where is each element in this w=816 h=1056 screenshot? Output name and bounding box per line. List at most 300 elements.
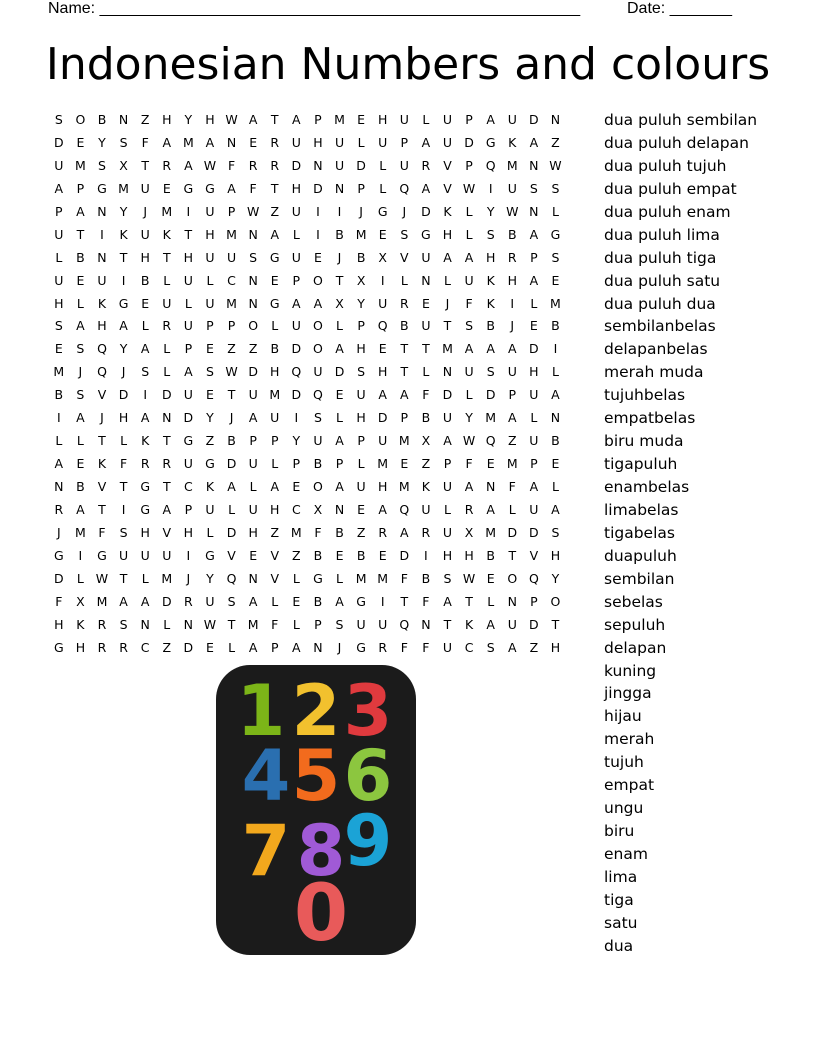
grid-letter: M	[226, 226, 237, 242]
grid-letter: A	[292, 112, 301, 127]
grid-letter: M	[96, 593, 108, 609]
grid-letter: D	[529, 616, 539, 632]
grid-letter: K	[464, 616, 474, 632]
grid-letter: E	[292, 479, 301, 494]
grid-letter: I	[121, 272, 126, 288]
grid-letter: Z	[205, 433, 215, 449]
grid-letter: L	[551, 364, 559, 380]
grid-letter: U	[529, 433, 539, 449]
grid-letter: Z	[507, 433, 517, 449]
grid-letter: B	[551, 318, 560, 334]
word-list-item: dua puluh empat	[604, 179, 737, 198]
grid-letter: A	[378, 501, 387, 517]
grid-letter: H	[378, 479, 388, 494]
grid-letter: A	[270, 226, 280, 242]
grid-letter: O	[507, 570, 518, 586]
grid-letter: T	[270, 180, 279, 196]
grid-letter: J	[143, 203, 148, 219]
grid-letter: M	[377, 456, 389, 472]
grid-letter: B	[507, 226, 517, 242]
grid-letter: U	[442, 134, 453, 150]
grid-letter: Q	[399, 501, 410, 517]
grid-letter: X	[356, 272, 366, 288]
grid-letter: U	[226, 249, 237, 265]
name-field-line: Name: ______________________________________________________	[48, 0, 581, 17]
grid-letter: T	[141, 157, 149, 173]
grid-letter: R	[464, 501, 474, 517]
grid-letter: U	[183, 387, 193, 403]
grid-letter: P	[530, 456, 538, 472]
grid-letter: T	[98, 433, 106, 449]
grid-letter: D	[507, 524, 518, 540]
grid-letter: E	[421, 295, 430, 311]
grid-letter: S	[205, 364, 214, 380]
grid-letter: E	[551, 272, 560, 288]
grid-letter: T	[162, 249, 171, 265]
grid-letter: Q	[291, 364, 302, 380]
grid-letter: I	[510, 295, 515, 311]
grid-letter: G	[269, 295, 280, 311]
grid-letter: L	[530, 410, 538, 426]
grid-letter: D	[53, 134, 64, 150]
grid-letter: R	[248, 157, 258, 173]
grid-letter: I	[424, 547, 428, 563]
grid-letter: T	[184, 226, 193, 242]
word-list-item: tujuh	[604, 753, 644, 772]
grid-letter: J	[56, 524, 61, 540]
grid-letter: N	[162, 410, 172, 426]
grid-letter: U	[507, 616, 517, 632]
grid-letter: S	[465, 318, 474, 334]
grid-letter: S	[335, 616, 344, 632]
grid-letter: L	[551, 203, 559, 219]
grid-letter: J	[186, 570, 191, 586]
grid-letter: U	[442, 639, 453, 655]
grid-row	[48, 247, 588, 270]
grid-letter: L	[271, 318, 279, 334]
grid-letter: W	[246, 203, 260, 219]
grid-letter: A	[443, 433, 452, 449]
grid-letter: B	[313, 456, 323, 472]
grid-letter: Y	[206, 410, 214, 426]
grid-letter: J	[78, 364, 83, 380]
grid-letter: N	[529, 203, 539, 219]
grid-letter: D	[334, 364, 345, 380]
grid-letter: A	[551, 501, 560, 517]
grid-letter: E	[313, 249, 322, 265]
word-search-grid	[48, 109, 588, 660]
grid-letter: B	[551, 433, 560, 449]
grid-letter: N	[140, 616, 150, 632]
grid-letter: L	[163, 341, 171, 357]
grid-letter: U	[205, 249, 215, 265]
grid-row	[48, 407, 588, 430]
grid-letter: A	[162, 501, 172, 517]
grid-letter: A	[227, 180, 236, 196]
grid-letter: L	[465, 203, 473, 219]
grid-letter: Q	[97, 341, 107, 357]
grid-letter: A	[529, 134, 539, 150]
grid-letter: D	[529, 524, 539, 540]
grid-letter: L	[292, 570, 300, 586]
grid-letter: M	[247, 616, 259, 632]
grid-letter: S	[227, 593, 236, 609]
grid-letter: M	[506, 157, 518, 173]
grid-letter: U	[378, 134, 388, 150]
grid-letter: D	[226, 456, 237, 472]
grid-letter: Z	[356, 524, 366, 540]
grid-letter: H	[162, 112, 172, 127]
grid-letter: T	[227, 387, 236, 403]
word-list-item: dua puluh tujuh	[604, 156, 727, 175]
grid-letter: V	[443, 180, 452, 196]
grid-letter: B	[76, 479, 85, 494]
grid-letter: Q	[485, 433, 496, 449]
grid-row	[48, 201, 588, 224]
grid-letter: L	[271, 593, 279, 609]
grid-letter: H	[54, 295, 64, 311]
grid-letter: L	[228, 639, 236, 655]
grid-letter: K	[76, 616, 85, 632]
grid-letter: D	[464, 134, 474, 150]
grid-letter: V	[270, 547, 280, 563]
grid-letter: V	[97, 479, 107, 494]
grid-letter: U	[464, 272, 474, 288]
grid-letter: R	[119, 639, 128, 655]
grid-letter: L	[228, 501, 236, 517]
grid-letter: B	[421, 570, 431, 586]
grid-letter: E	[378, 226, 387, 242]
grid-letter: F	[422, 639, 430, 655]
grid-letter: A	[248, 639, 258, 655]
grid-letter: N	[507, 593, 517, 609]
grid-letter: M	[290, 524, 302, 540]
word-list-item: enam	[604, 845, 648, 863]
grid-letter: T	[119, 249, 128, 265]
grid-letter: D	[53, 570, 64, 586]
grid-letter: E	[529, 318, 538, 334]
grid-letter: M	[161, 203, 173, 219]
grid-letter: P	[292, 456, 301, 472]
grid-letter: Z	[270, 524, 280, 540]
grid-letter: H	[291, 180, 302, 196]
grid-letter: M	[377, 570, 389, 586]
grid-letter: F	[508, 479, 516, 494]
grid-letter: U	[291, 249, 301, 265]
word-list-item: merah muda	[604, 363, 704, 382]
grid-letter: L	[271, 456, 279, 472]
digit-6: 6	[343, 735, 393, 817]
word-list-item: merah	[604, 730, 655, 749]
grid-letter: E	[270, 272, 279, 288]
grid-letter: Y	[119, 341, 128, 357]
grid-letter: M	[355, 226, 367, 242]
grid-letter: L	[379, 157, 387, 173]
grid-letter: T	[443, 616, 452, 632]
grid-row	[48, 591, 588, 614]
grid-letter: H	[442, 547, 453, 563]
grid-letter: N	[248, 226, 258, 242]
grid-letter: A	[335, 593, 344, 609]
grid-letter: Q	[226, 570, 237, 586]
grid-letter: A	[529, 479, 539, 494]
grid-letter: Z	[140, 112, 150, 127]
grid-letter: I	[316, 203, 320, 219]
word-list-item: hijau	[604, 707, 642, 726]
grid-letter: A	[76, 501, 85, 517]
digit-9: 9	[343, 800, 393, 882]
grid-letter: H	[140, 524, 150, 540]
grid-letter: B	[313, 593, 323, 609]
grid-letter: H	[97, 318, 107, 334]
grid-letter: M	[355, 570, 367, 586]
grid-letter: A	[292, 639, 301, 655]
grid-letter: A	[421, 134, 431, 150]
grid-letter: Y	[184, 112, 193, 127]
grid-letter: T	[400, 341, 409, 357]
grid-letter: P	[357, 318, 365, 334]
word-list-item: dua puluh delapan	[604, 133, 749, 152]
grid-letter: B	[140, 272, 150, 288]
grid-letter: P	[465, 112, 473, 127]
grid-letter: K	[97, 295, 107, 311]
grid-letter: J	[337, 249, 342, 265]
grid-letter: I	[337, 203, 342, 219]
grid-letter: X	[119, 157, 128, 173]
grid-letter: L	[292, 226, 300, 242]
grid-letter: H	[248, 524, 258, 540]
grid-letter: P	[357, 180, 365, 196]
grid-letter: X	[421, 433, 431, 449]
grid-letter: W	[95, 570, 109, 586]
grid-row	[48, 568, 588, 591]
grid-letter: C	[291, 501, 301, 517]
grid-letter: B	[486, 547, 495, 563]
grid-letter: L	[141, 570, 149, 586]
grid-letter: U	[183, 272, 193, 288]
grid-letter: E	[335, 387, 344, 403]
grid-letter: P	[76, 180, 85, 196]
grid-letter: L	[508, 501, 516, 517]
grid-letter: M	[161, 570, 173, 586]
grid-letter: C	[140, 639, 150, 655]
grid-letter: B	[313, 547, 323, 563]
grid-letter: N	[550, 112, 561, 127]
grid-letter: U	[162, 547, 172, 563]
grid-letter: M	[398, 433, 410, 449]
grid-letter: P	[206, 318, 214, 334]
grid-letter: H	[356, 341, 366, 357]
grid-letter: U	[378, 295, 388, 311]
grid-letter: B	[97, 112, 107, 127]
grid-letter: W	[225, 112, 238, 127]
grid-letter: K	[421, 479, 430, 494]
grid-letter: H	[140, 249, 150, 265]
grid-letter: K	[443, 203, 452, 219]
grid-letter: H	[529, 364, 539, 380]
grid-letter: P	[249, 433, 257, 449]
grid-letter: Z	[292, 547, 301, 563]
grid-letter: T	[162, 433, 171, 449]
grid-letter: A	[140, 341, 150, 357]
grid-row	[48, 178, 588, 201]
grid-letter: Z	[529, 639, 539, 655]
grid-letter: A	[162, 134, 172, 150]
grid-letter: I	[56, 410, 61, 426]
grid-letter: M	[182, 134, 194, 150]
grid-letter: T	[270, 112, 279, 127]
grid-letter: B	[270, 341, 280, 357]
grid-letter: E	[378, 547, 387, 563]
grid-letter: B	[335, 524, 344, 540]
grid-letter: U	[54, 157, 64, 173]
grid-letter: L	[444, 272, 451, 288]
grid-letter: F	[422, 593, 430, 609]
grid-letter: S	[357, 364, 366, 380]
grid-letter: U	[507, 364, 517, 380]
grid-row	[48, 430, 588, 453]
grid-letter: A	[507, 410, 517, 426]
grid-letter: S	[486, 226, 495, 242]
grid-letter: P	[530, 593, 538, 609]
grid-letter: S	[54, 112, 63, 127]
grid-letter: U	[334, 134, 345, 150]
grid-letter: D	[161, 593, 172, 609]
grid-letter: U	[248, 501, 258, 517]
grid-letter: M	[118, 180, 129, 196]
grid-letter: S	[313, 410, 322, 426]
grid-letter: R	[270, 134, 280, 150]
grid-letter: A	[292, 295, 301, 311]
grid-letter: L	[357, 134, 365, 150]
word-list-item: dua puluh dua	[604, 294, 716, 313]
grid-letter: A	[335, 341, 344, 357]
grid-letter: R	[184, 593, 193, 609]
grid-letter: F	[314, 524, 322, 540]
grid-letter: L	[336, 410, 343, 426]
grid-letter: G	[205, 456, 215, 472]
grid-letter: M	[485, 524, 497, 540]
grid-letter: A	[400, 387, 409, 403]
grid-letter: U	[399, 157, 409, 173]
grid-letter: L	[551, 479, 559, 494]
grid-letter: H	[507, 272, 517, 288]
grid-letter: R	[162, 157, 172, 173]
grid-letter: X	[313, 501, 323, 517]
word-list-item: dua	[604, 936, 634, 955]
grid-letter: L	[530, 295, 538, 311]
grid-letter: M	[226, 295, 237, 311]
grid-letter: S	[249, 249, 258, 265]
grid-letter: A	[76, 203, 85, 219]
grid-letter: M	[442, 341, 453, 357]
grid-letter: K	[141, 433, 150, 449]
grid-letter: D	[313, 180, 323, 196]
word-list-item: dua puluh tiga	[604, 248, 717, 267]
grid-letter: D	[377, 410, 388, 426]
grid-letter: A	[507, 639, 517, 655]
grid-letter: G	[183, 433, 194, 449]
grid-letter: G	[140, 501, 151, 517]
grid-letter: P	[314, 616, 322, 632]
grid-letter: A	[184, 157, 193, 173]
grid-letter: E	[76, 134, 85, 150]
grid-letter: K	[486, 295, 495, 311]
grid-letter: B	[54, 387, 64, 403]
grid-letter: T	[162, 479, 171, 494]
grid-letter: Z	[162, 639, 172, 655]
grid-letter: S	[119, 134, 128, 150]
grid-letter: U	[205, 203, 215, 219]
grid-letter: U	[248, 456, 258, 472]
word-list-item: jingga	[604, 684, 652, 703]
grid-letter: Y	[357, 295, 365, 311]
grid-letter: S	[76, 387, 85, 403]
grid-row	[48, 109, 588, 132]
grid-letter: P	[530, 249, 538, 265]
digit-3: 3	[343, 670, 393, 752]
grid-letter: Z	[227, 341, 236, 357]
grid-letter: Y	[98, 134, 106, 150]
grid-letter: N	[334, 501, 345, 517]
grid-letter: D	[442, 387, 453, 403]
grid-letter: Q	[399, 180, 410, 196]
grid-letter: P	[508, 387, 517, 403]
grid-letter: M	[485, 410, 497, 426]
grid-letter: P	[270, 639, 279, 655]
grid-letter: J	[337, 639, 342, 655]
grid-letter: G	[356, 639, 366, 655]
grid-letter: U	[356, 616, 366, 632]
grid-letter: C	[227, 272, 236, 288]
grid-letter: U	[205, 593, 215, 609]
grid-letter: H	[270, 501, 280, 517]
grid-letter: P	[292, 272, 301, 288]
grid-letter: X	[76, 593, 85, 609]
grid-letter: A	[443, 249, 452, 265]
grid-letter: F	[422, 387, 430, 403]
grid-letter: N	[248, 272, 258, 288]
grid-letter: E	[141, 295, 150, 311]
grid-letter: L	[76, 295, 84, 311]
grid-letter: L	[357, 456, 365, 472]
grid-letter: A	[76, 410, 85, 426]
grid-letter: L	[184, 295, 192, 311]
grid-letter: M	[74, 524, 86, 540]
grid-letter: R	[140, 456, 150, 472]
grid-letter: D	[226, 524, 237, 540]
grid-letter: M	[269, 387, 281, 403]
word-list-item: lima	[604, 867, 638, 886]
grid-letter: P	[184, 501, 193, 517]
grid-letter: I	[294, 410, 299, 426]
word-list-item: tiga	[604, 890, 634, 909]
grid-letter: Z	[248, 341, 258, 357]
grid-letter: L	[292, 616, 300, 632]
word-list-item: ungu	[604, 799, 644, 818]
grid-letter: U	[140, 226, 150, 242]
grid-letter: I	[143, 387, 148, 403]
grid-letter: F	[400, 570, 408, 586]
grid-letter: A	[313, 295, 323, 311]
grid-letter: U	[421, 318, 431, 334]
word-list-item: dua puluh enam	[604, 202, 731, 221]
grid-letter: U	[291, 203, 301, 219]
grid-letter: Q	[97, 364, 107, 380]
grid-letter: R	[507, 249, 517, 265]
grid-letter: O	[75, 112, 86, 127]
grid-letter: L	[141, 318, 149, 334]
